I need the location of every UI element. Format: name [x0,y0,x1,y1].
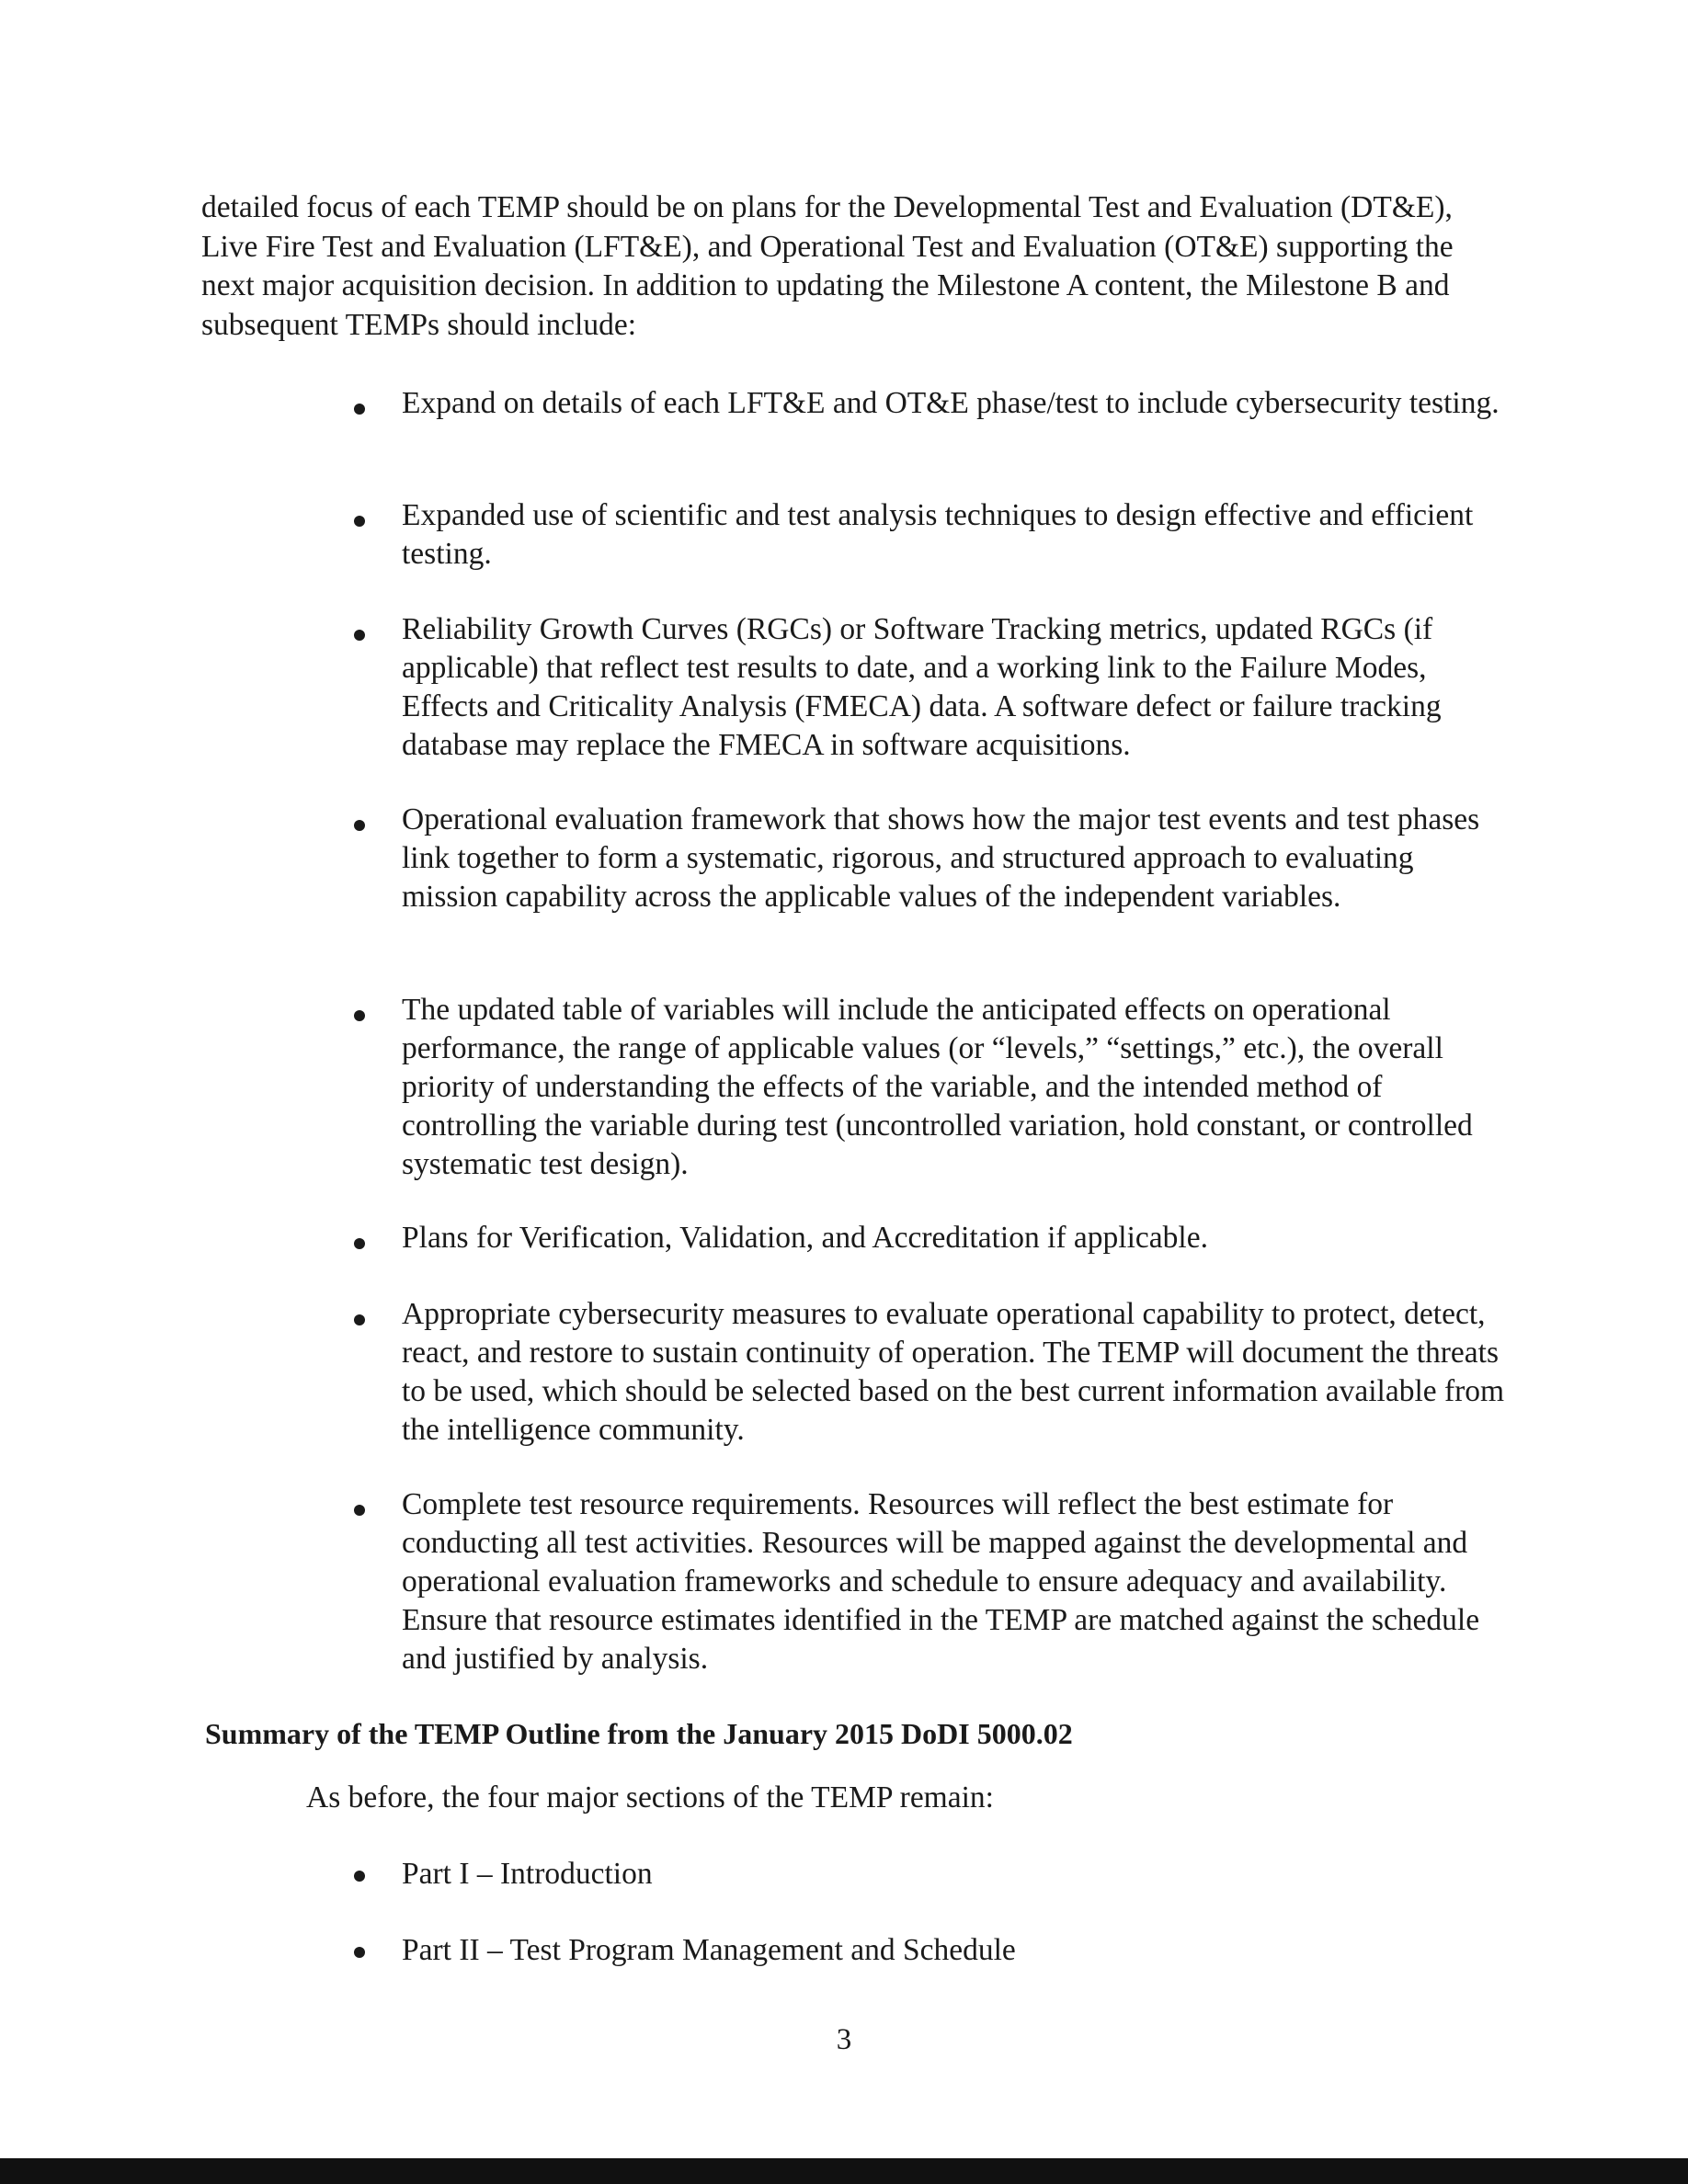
scan-edge-bar [0,2158,1688,2184]
bullet-text: Operational evaluation framework that shows how the major test events and test phases link together to form a systematic, rigorous, and structured approach to evaluating mission capability across the applicable values of the independent variables. [402,802,1480,914]
bullet-icon [354,516,365,527]
bullet-text: Reliability Growth Curves (RGCs) or Software Tracking metrics, updated RGCs (if applicable) that reflect test results to date, and a working link to the Failure Modes, Effects and Criticality Analysis (FMECA) data. A software defect or failure tracking database may replace the FMECA in software acquisitions. [402,612,1442,762]
bullet-icon [354,1871,365,1882]
bullet-text: Appropriate cybersecurity measures to evaluate operational capability to protect, detect, react, and restore to sustain continuity of operation. The TEMP will document the threats to be used, which should be selected based on the best current information available from the intelligence community. [402,1297,1505,1447]
bullet-icon [354,1238,365,1249]
page-number: 3 [836,2023,852,2056]
bullet-text: Expanded use of scientific and test analysis techniques to design effective and efficient testing. [402,498,1474,571]
bullet-icon [354,1505,365,1516]
bullet-icon [354,1314,365,1325]
bullet-text: The updated table of variables will include the anticipated effects on operational performance, the range of applicable values (or “levels,” “settings,” etc.), the overall priority of understanding the effects of the variable, and the intended method of controlling the variable during test (uncontrolled variation, hold constant, or controlled systematic test design). [402,993,1473,1181]
bullet-text: Expand on details of each LFT&E and OT&E phase/test to include cybersecurity testing. [402,386,1500,420]
bullet-text: Complete test resource requirements. Resources will reflect the best estimate for conducting all test activities. Resources will be mapped against the developmental and operational evaluation frameworks and schedule to ensure adequacy and availability. Ensure that resource estimates identified in the TEMP are matched against the schedule and justified by analysis. [402,1487,1480,1676]
bullet-icon [354,1947,365,1958]
section-lead: As before, the four major sections of the TEMP remain: [306,1780,994,1814]
bullet-icon [354,1010,365,1021]
bullet-icon [354,404,365,415]
intro-paragraph: detailed focus of each TEMP should be on plans for the Developmental Test and Evaluation (DT&E), Live Fire Test and Evaluation (LFT&E), and Operational Test and Evaluation (OT&E) supporting the next major acquisition decision. In addition to updating the Milestone A content, the Milestone B and subsequent TEMPs should include: [201,190,1454,342]
bullet-text: Plans for Verification, Validation, and Accreditation if applicable. [402,1221,1208,1255]
bullet-icon [354,820,365,831]
section-heading: Summary of the TEMP Outline from the January 2015 DoDI 5000.02 [205,1717,1073,1750]
bullet-icon [354,630,365,641]
part-text: Part I – Introduction [402,1857,653,1891]
part-text: Part II – Test Program Management and Schedule [402,1933,1016,1967]
